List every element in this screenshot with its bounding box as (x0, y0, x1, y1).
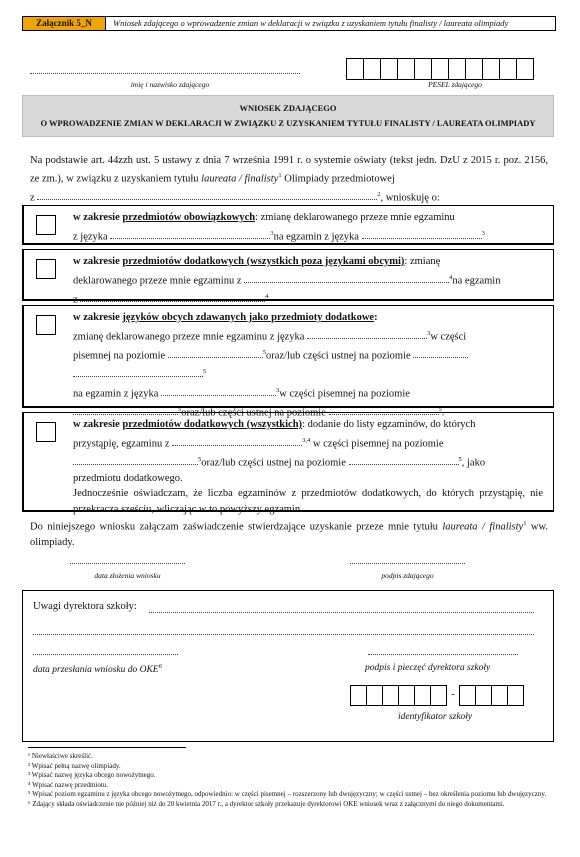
checkbox-add-exam[interactable] (36, 422, 56, 442)
school-id-cell[interactable] (382, 685, 399, 706)
submit-date-field[interactable] (70, 563, 185, 564)
option-add-exam (22, 412, 554, 515)
intro-text: Na podstawie art. 44zzh ust. 5 ustawy z dnia 7 września 1991 r. o systemie oświaty (tekst jedn. DzU z 2015 r. poz. 2156, ze zm.), w związku z uzyskaniem tytułu (30, 155, 548, 185)
attachment-tag: Załącznik 5_N (23, 17, 106, 30)
header-bar (22, 16, 556, 31)
language-from-field[interactable] (110, 238, 270, 239)
pesel-cell[interactable] (397, 58, 415, 80)
added-subject-field[interactable] (172, 445, 302, 446)
option-additional-text: w zakresie przedmiotów dodatkowych (wszystkich poza językami obcymi): zmianę deklarowanego przeze mnie egzaminu z $^4$na egzamin z $^4$ (73, 256, 501, 305)
footnotes (28, 752, 558, 809)
school-id-cell[interactable] (430, 685, 447, 706)
title-line-1: WNIOSEK ZDAJĄCEGO (239, 103, 337, 113)
school-id-boxes[interactable] (350, 685, 523, 706)
intro-olimp: Olimpiady przedmiotowej (284, 173, 395, 185)
option-compulsory (22, 205, 554, 245)
level-written-current-field[interactable] (168, 357, 263, 358)
pesel-cell[interactable] (482, 58, 500, 80)
pesel-cell[interactable] (380, 58, 398, 80)
remarks-label: Uwagi dyrektora szkoły: (33, 601, 137, 612)
added-level-oral-field[interactable] (349, 464, 459, 465)
attachment-paragraph: Do niniejszego wniosku załączam zaświadczenie stwierdzające uzyskanie przeze mnie tytułu laureata / finalisty$^1$ ww. olimpiady. (30, 520, 549, 548)
level-oral-current-cont[interactable] (73, 376, 203, 377)
date-sent-field[interactable] (33, 654, 178, 655)
school-id-cell[interactable] (350, 685, 367, 706)
school-id-cell[interactable] (491, 685, 508, 706)
pesel-cell[interactable] (448, 58, 466, 80)
footnote: ¹ Niewłaściwe skreślić. (28, 752, 93, 760)
pesel-cell[interactable] (414, 58, 432, 80)
header-title: Wniosek zdającego o wprowadzenie zmian w deklaracji w związku z uzyskaniem tytułu finalisty / laureata olimpiady (113, 18, 509, 28)
option-additional (22, 249, 554, 305)
checkbox-compulsory[interactable] (36, 215, 56, 235)
submit-date-caption: data złożenia wniosku (94, 571, 161, 580)
option-languages (22, 305, 554, 418)
subject-add-exam: przedmiotów dodatkowych (wszystkich) (122, 419, 303, 430)
footnote: ⁴ Wpisać nazwę przedmiotu. (28, 780, 109, 789)
student-signature-caption: podpis zdającego (381, 571, 434, 580)
school-id-cell[interactable] (507, 685, 524, 706)
title-line-2: O WPROWADZENIE ZMIAN W DEKLARACJI W ZWIĄZKU Z UZYSKANIEM TYTUŁU FINALISTY / LAUREATA OLIMPIADY (40, 118, 536, 128)
school-id-cell[interactable] (414, 685, 431, 706)
intro-paragraph: Na podstawie art. 44zzh ust. 5 ustawy z dnia 7 września 1991 r. o systemie oświaty (tekst jedn. DzU z 2015 r. poz. 2156, ze zm.), w związku z uzyskaniem tytułu laureata / finalisty$^1$ Olimpiady przedmiotowej z $^2$, wnioskuję o: (30, 155, 548, 203)
remarks-line-2[interactable] (33, 634, 534, 635)
school-id-cell[interactable] (459, 685, 476, 706)
pesel-cell[interactable] (465, 58, 483, 80)
name-field[interactable] (30, 73, 300, 74)
school-id-cell[interactable] (398, 685, 415, 706)
pesel-caption: PESEL zdającego (428, 80, 482, 89)
checkbox-additional[interactable] (36, 259, 56, 279)
option-languages-text: w zakresie języków obcych zdawanych jako przedmioty dodatkowe: zmianę deklarowanego przeze mnie egzaminu z języka $^3$w części pisemnej na poziomie $^5$oraz/lub części ustnej na poziomie $^5$ na egzamin z języka $^3$w części pisemnej na poziomie $^5$oraz/lub części ustnej na poziomie $^5$. (73, 310, 543, 421)
pesel-boxes[interactable] (346, 58, 533, 80)
option-add-exam-text: w zakresie przedmiotów dodatkowych (wszystkich): dodanie do listy egzaminów, do których przystąpię, egzaminu z $^{3,4}$ w części pisemnej na poziomie $^5$oraz/lub części ustnej na poziomie $^5$, jako przedmiotu dodatkowego. Jednocześnie oświadczam, że liczba egzaminów z przedmiotów dodatkowych, do których przystąpię, nie przekracza sześciu, wliczając w to powyższy egzamin. (73, 417, 543, 517)
footnote: ⁵ Wpisać poziom egzaminu z języka obcego nowożytnego, odpowiednio: w części pisemnej – rozszerzony lub dwujęzyczny; w części ustnej – bez określenia poziomu lub dwujęzyczny. (28, 790, 547, 798)
school-id-cell[interactable] (475, 685, 492, 706)
form-title (22, 95, 554, 137)
intro-z: z (30, 192, 35, 203)
footnote: ² Wpisać pełną nazwę olimpiady. (28, 761, 121, 770)
pesel-cell[interactable] (363, 58, 381, 80)
level-oral-current-field[interactable] (413, 357, 468, 358)
declaration-text: Jednocześnie oświadczam, że liczba egzaminów z przedmiotów dodatkowych, do których przystąpię, nie przekracza sześciu, wliczając w to powyższy egzamin. (73, 488, 543, 515)
director-section (22, 590, 554, 742)
director-sign-field[interactable] (368, 654, 518, 655)
footnote: ⁶ Zdający składa oświadczenie nie później niż do 20 kwietnia 2017 r., a dyrektor szkoły przekazuje dyrektorowi OKE wniosek wraz z załącznymi do niego dokumentami. (28, 799, 505, 808)
subject-from-field[interactable] (244, 282, 449, 283)
director-sign-label: podpis i pieczęć dyrektora szkoły (365, 663, 491, 673)
footnote: ³ Wpisać nazwę języka obcego nowożytnego. (28, 771, 156, 779)
checkbox-languages[interactable] (36, 315, 56, 335)
subject-to-field[interactable] (80, 301, 265, 302)
lang-current-field[interactable] (307, 338, 427, 339)
olympiad-name-field[interactable] (37, 199, 377, 200)
footnote-rule (28, 747, 186, 748)
subject-languages: języków obcych zdawanych jako przedmioty dodatkowe (122, 312, 375, 323)
subject-additional: przedmiotów dodatkowych (wszystkich poza językami obcymi) (122, 256, 405, 267)
pesel-cell[interactable] (431, 58, 449, 80)
pesel-cell[interactable] (346, 58, 364, 80)
pesel-cell[interactable] (499, 58, 517, 80)
lang-new-field[interactable] (161, 395, 276, 396)
school-id-dash: - (451, 689, 455, 700)
intro-laureat: laureata / finalisty (201, 173, 279, 185)
school-id-cell[interactable] (366, 685, 383, 706)
name-caption: imię i nazwisko zdającego (130, 80, 210, 89)
option-compulsory-text: w zakresie przedmiotów obowiązkowych: zmianę deklarowanego przeze mnie egzaminu z języka $^3$na egzamin z języka $^3$ (73, 212, 485, 242)
date-sent-label: data przesłania wniosku do OKE$^6$ (33, 663, 162, 676)
added-level-written-field[interactable] (73, 464, 198, 465)
subject-compulsory: przedmiotów obowiązkowych (122, 212, 256, 223)
pesel-cell[interactable] (516, 58, 534, 80)
remarks-line-1[interactable] (149, 612, 534, 613)
school-id-caption: identyfikator szkoły (398, 712, 473, 722)
intro-tail: , wnioskuję o: (380, 192, 440, 203)
student-signature-field[interactable] (350, 563, 465, 564)
language-to-field[interactable] (362, 238, 482, 239)
